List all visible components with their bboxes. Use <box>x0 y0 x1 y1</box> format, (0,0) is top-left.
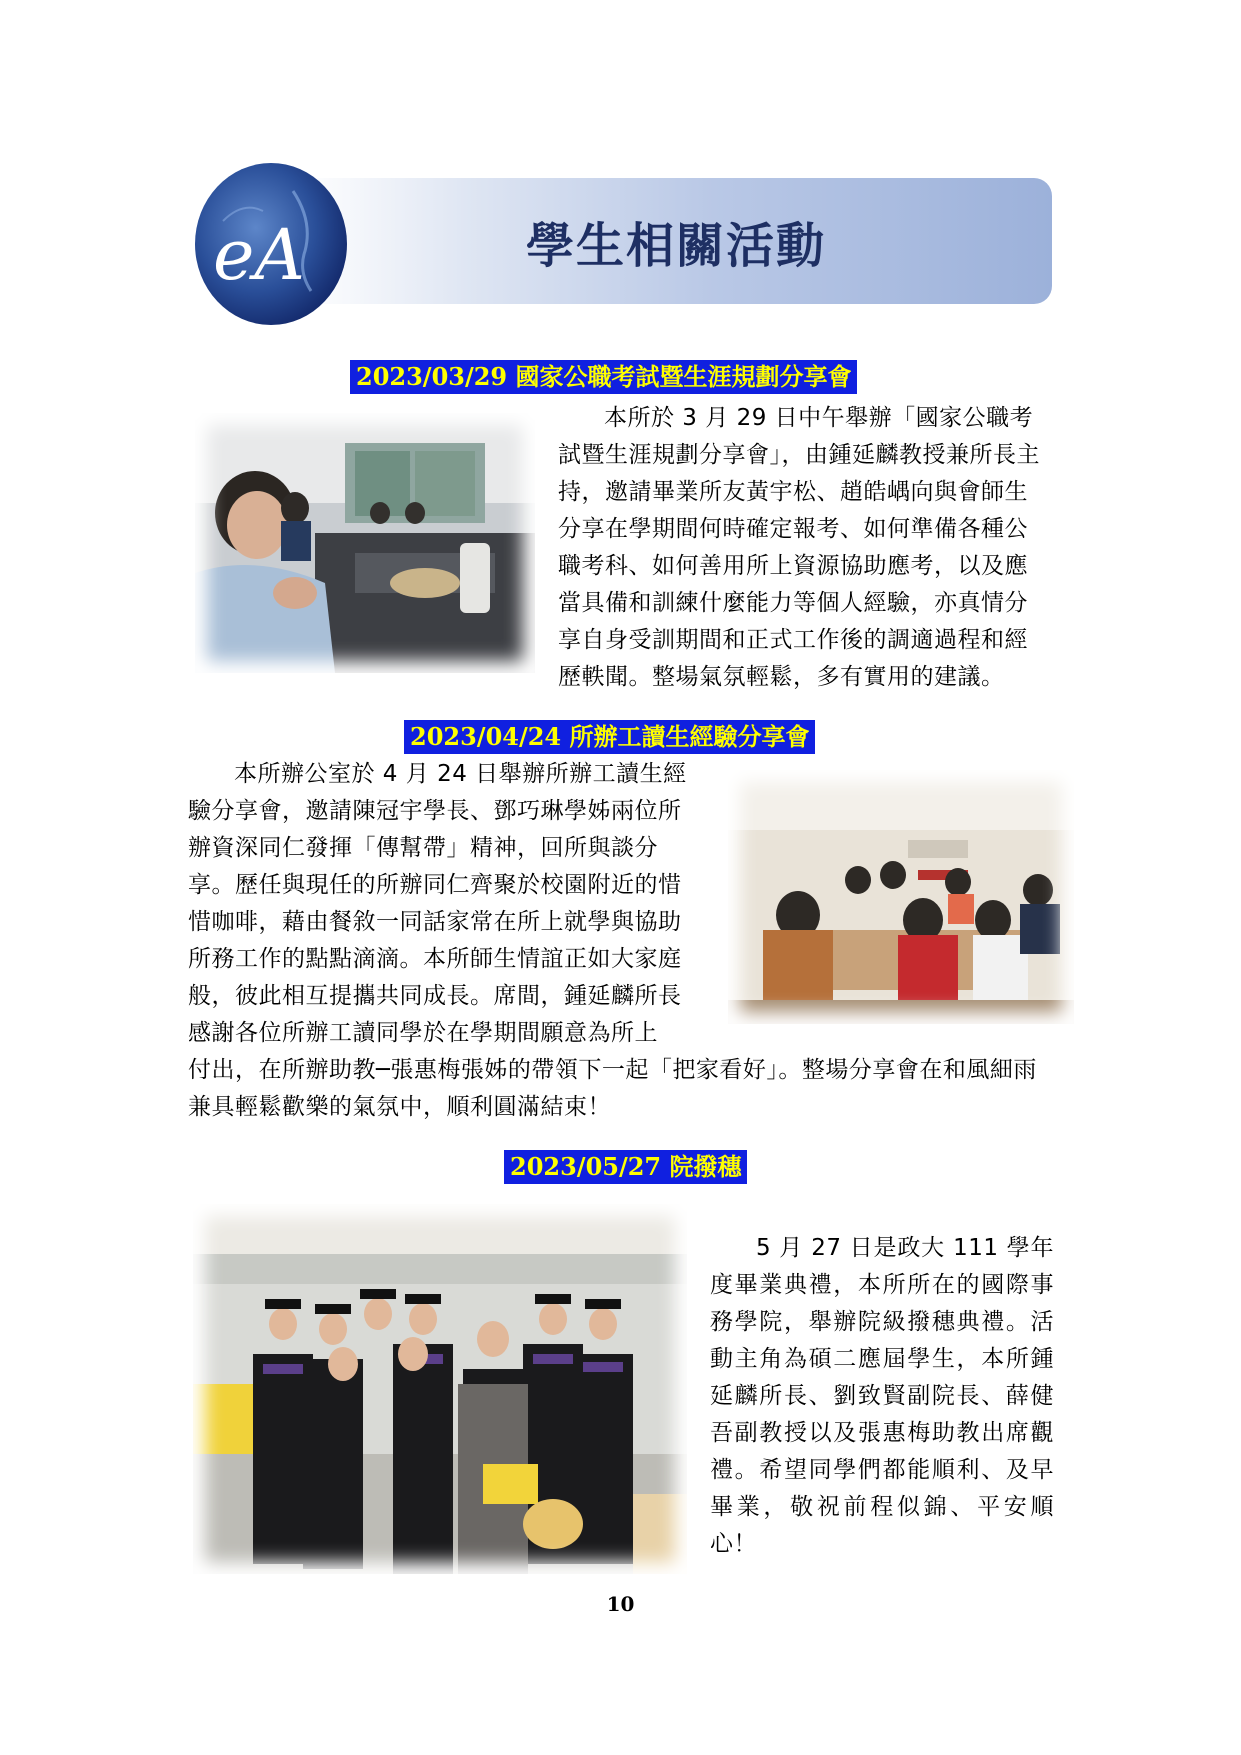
section-title-3: 2023/05/27 院撥穗 <box>504 1150 747 1184</box>
section-3-paragraph: 5 月 27 日是政大 111 學年度畢業典禮，本所所在的國際事務學院，舉辦院級撥穗典禮。活動主角為碩二應屆學生，本所鍾延麟所長、劉致賢副院長、薛健吾副教授以及張惠梅助教出席觀禮。希望同學們都能順利、及早畢業，敬祝前程似錦、平安順心！ <box>710 1235 1054 1557</box>
section-2-paragraph-a: 本所辦公室於 4 月 24 日舉辦所辦工讀生經驗分享會，邀請陳冠宇學長、鄧巧琳學姊兩位所辦資深同仁發揮「傳幫帶」精神，回所與談分享。歷任與現任的所辦同仁齊聚於校園附近的惜惜咖啡，藉由餐敘一同話家常在所上就學與協助所務工作的點點滴滴。本所師生情誼正如大家庭般，彼此相互提攜共同成長。席間，鍾延麟所長感謝各位所辦工讀同學於在學期間願意為所上 <box>188 761 687 1046</box>
photo-graduation <box>193 1204 687 1574</box>
logo-text: eA <box>213 214 305 296</box>
photo-career-talk <box>195 413 535 673</box>
ea-logo <box>193 161 349 327</box>
page-number: 10 <box>606 1592 635 1616</box>
page-title: 學生相關活動 <box>525 217 826 274</box>
section-title-1: 2023/03/29 國家公職考試暨生涯規劃分享會 <box>350 360 857 394</box>
section-2-paragraph-b: 付出，在所辦助教─張惠梅張姊的帶領下一起「把家看好」。整場分享會在和風細雨兼具輕鬆歡樂的氣氛中，順利圓滿結束！ <box>188 1057 1037 1120</box>
section-1-paragraph: 本所於 3 月 29 日中午舉辦「國家公職考試暨生涯規劃分享會」，由鍾延麟教授兼所長主持，邀請畢業所友黃宇松、趙皓嵎向與會師生分享在學期間何時確定報考、如何準備各種公職考科、如何善用所上資源協助應考，以及應當具備和訓練什麼能力等個人經驗，亦真情分享自身受訓期間和正式工作後的調適過程和經歷軼聞。整場氣氛輕鬆，多有實用的建議。 <box>558 405 1040 690</box>
section-title-2: 2023/04/24 所辦工讀生經驗分享會 <box>404 720 815 754</box>
photo-cafe-gathering <box>728 770 1074 1024</box>
